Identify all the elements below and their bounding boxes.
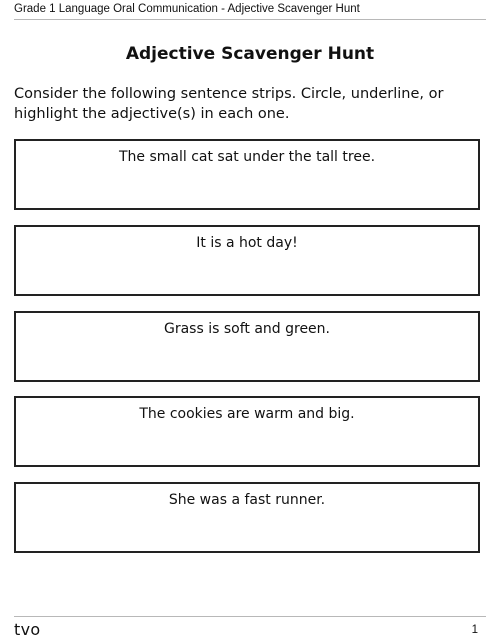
footer-divider: [14, 616, 486, 617]
page-title: Adjective Scavenger Hunt: [125, 44, 375, 64]
sentence-strip[interactable]: The small cat sat under the tall tree.: [14, 139, 480, 210]
page-number: 1: [471, 624, 478, 636]
page-header: Grade 1 Language Oral Communication - Adjective Scavenger Hunt: [14, 3, 360, 15]
sentence-strip[interactable]: Grass is soft and green.: [14, 311, 480, 382]
sentence-strip[interactable]: It is a hot day!: [14, 225, 480, 296]
tvo-logo: tvo: [14, 620, 41, 639]
header-divider: [14, 19, 486, 20]
sentence-strip[interactable]: The cookies are warm and big.: [14, 396, 480, 467]
sentence-strip[interactable]: She was a fast runner.: [14, 482, 480, 553]
instructions: Consider the following sentence strips. Circle, underline, or highlight the adjective(s) in each one.: [14, 86, 444, 122]
